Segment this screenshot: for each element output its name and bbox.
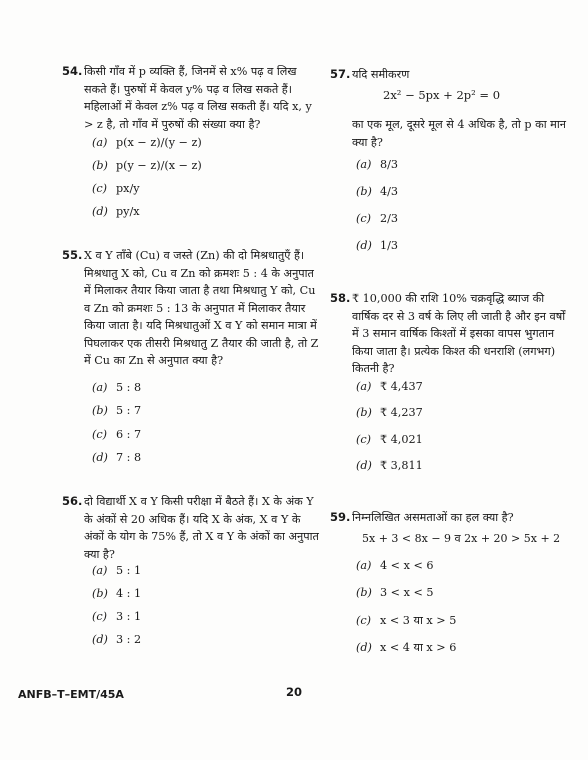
option-a: (a) 5 : 1 [92, 564, 142, 577]
question-number: 55. [62, 248, 83, 262]
question-number: 56. [62, 494, 83, 508]
option-d: (d) x < 4 या x > 6 [356, 641, 457, 654]
booklet-code: ANFB–T–EMT/45A [18, 688, 124, 701]
option-a: (a) 8/3 [356, 158, 399, 171]
option-d: (d) 1/3 [356, 239, 399, 252]
option-c: (c) 3 : 1 [92, 610, 142, 623]
question-text: यदि समीकरण [352, 68, 410, 81]
option-b: (b) ₹ 4,237 [356, 406, 423, 419]
question-text: निम्नलिखित असमताओं का हल क्या है? [352, 511, 514, 524]
option-d: (d) 7 : 8 [92, 451, 142, 464]
option-b: (b) 5 : 7 [92, 404, 142, 417]
question-text: X व Y ताँबे (Cu) व जस्ते (Zn) की दो मिश्रधातुएँ हैं। मिश्रधातु X को, Cu व Zn को क्रमशः 5 : 4 के अनुपात में मिलाकर तैयार किया जाता है तथा मिश्रधातु Y को, Cu व Zn को क्रमशः 5 : 13 के अनुपात में मिलाकर तैयार किया जाता है। यदि मिश्रधातुओं X व Y को समान मात्रा में पिघलाकर एक तीसरी मिश्रधातु Z तैयार की जाती है, तो Z में Cu का Zn से अनुपात क्या है? [84, 249, 319, 367]
option-c: (c) ₹ 4,021 [356, 433, 423, 446]
option-c: (c) x < 3 या x > 5 [356, 614, 457, 627]
option-d: (d) ₹ 3,811 [356, 459, 423, 472]
option-b: (b) 4/3 [356, 185, 399, 198]
option-b: (b) 4 : 1 [92, 587, 142, 600]
option-c: (c) 2/3 [356, 212, 399, 225]
question-text: ₹ 10,000 की राशि 10% चक्रवृद्धि ब्याज की वार्षिक दर से 3 वर्ष के लिए ली जाती है और इन वर्षों में 3 समान वार्षिक किश्तों में इसका वापस भुगतान किया जाता है। प्रत्येक किश्त की धनराशि (लगभग) कितनी है? [352, 292, 566, 375]
option-c: (c) 6 : 7 [92, 428, 142, 441]
option-d: (d) py/x [92, 205, 140, 218]
question-number: 54. [62, 64, 83, 78]
inequality: 5x + 3 < 8x − 9 व 2x + 20 > 5x + 2 [362, 532, 561, 545]
question-number: 58. [330, 291, 351, 305]
equation: 2x² − 5px + 2p² = 0 [383, 88, 501, 102]
question-text: किसी गाँव में p व्यक्ति हैं, जिनमें से x% पढ़ व लिख सकते हैं। पुरुषों में केवल y% पढ़ व लिख सकते हैं। महिलाओं में केवल z% पढ़ व लिख सकती हैं। यदि x, y > z है, तो गाँव में पुरुषों की संख्या क्या है? [84, 65, 312, 131]
option-a: (a) 4 < x < 6 [356, 559, 434, 572]
option-b: (b) 3 < x < 5 [356, 586, 434, 599]
option-a: (a) 5 : 8 [92, 381, 142, 394]
question-number: 59. [330, 510, 351, 524]
option-c: (c) px/y [92, 182, 140, 195]
question-number: 57. [330, 67, 351, 81]
option-d: (d) 3 : 2 [92, 633, 142, 646]
question-text: दो विद्यार्थी X व Y किसी परीक्षा में बैठते हैं। X के अंक Y के अंकों से 20 अधिक हैं। यदि X के अंक, X व Y के अंकों के योग के 75% हैं, तो X व Y के अंकों का अनुपात क्या है? [84, 495, 319, 561]
question-57-continued: का एक मूल, दूसरे मूल से 4 अधिक है, तो p का मान क्या है? [352, 118, 566, 149]
option-a: (a) ₹ 4,437 [356, 380, 423, 393]
option-b: (b) p(y − z)/(x − z) [92, 159, 202, 172]
option-a: (a) p(x − z)/(y − z) [92, 136, 202, 149]
page-number: 20 [286, 685, 303, 699]
